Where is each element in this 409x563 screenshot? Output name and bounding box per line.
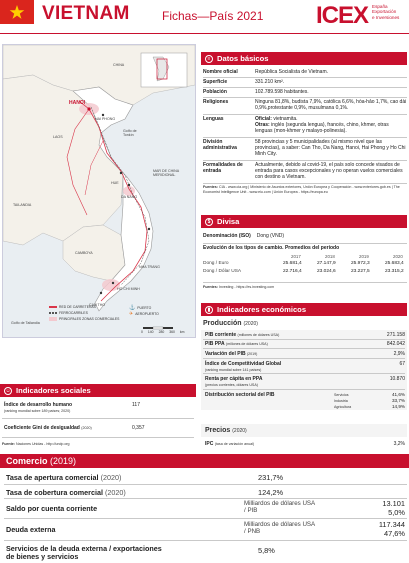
divider: [2, 437, 194, 438]
row-variacion-pib: Variación del PIB (2019) 2,9%: [205, 351, 405, 357]
header-rule: [0, 33, 409, 34]
divider: [203, 339, 405, 340]
row-idh: Índice de desarrollo humano (ranking mundial sobre 189 países; 2020): [4, 402, 73, 413]
sociales-header: ☺ Indicadores sociales: [0, 384, 196, 397]
map-label-ho-chi-minh: HO CHI MINH: [117, 287, 140, 291]
servicios-deuda-value: 5,8%: [258, 546, 275, 555]
divider: [203, 358, 405, 359]
vietnam-flag: [0, 0, 34, 24]
saldo-values: 13.101 5,0%: [382, 499, 405, 517]
chart-icon: ▮: [205, 306, 213, 314]
legend-zones: PRINCIPALES ZONAS COMERCIALES: [49, 317, 119, 321]
deuda-units: Milliardos de dólares USA / PNB: [244, 521, 316, 536]
saldo-units: Milliardos de dólares USA / PIB: [244, 500, 316, 515]
deuda-values: 117.344 47,6%: [378, 520, 405, 538]
divider: [203, 114, 407, 115]
row-gini: Coeficiente Gini de desigualdad (2020): [4, 425, 92, 431]
produccion-label: Producción (2020): [203, 320, 258, 327]
divider: [203, 348, 405, 349]
sector-industria: Industria 33,7%: [334, 398, 405, 404]
rail-swatch-icon: [49, 312, 57, 314]
divider: [203, 183, 407, 184]
denominacion-row: Denominación (ISO) Dong (VND): [203, 233, 285, 239]
icex-logo: ICEX: [316, 2, 369, 29]
row-pib-corriente: PIB corriente (millones de dólares USA) 271.158: [205, 332, 405, 338]
map-label-golfo-tonkin: Golfo de Tonkín: [123, 129, 137, 137]
legend-airport: ✈ AEROPUERTO: [129, 311, 159, 317]
evolucion-title: Evolución de los tipos de cambio. Promedios del período: [203, 245, 340, 251]
row-servicios-deuda: Servicios de la deuda externa / exportaciones de bienes y servicios: [6, 544, 162, 562]
list-icon: ≡: [205, 55, 213, 63]
legend-port: ⚓ PUERTO: [129, 305, 152, 311]
divider: [4, 484, 407, 485]
divider: [203, 282, 407, 283]
map-label-tailandia: TAILANDIA: [13, 203, 32, 207]
vietnam-map: [2, 44, 196, 338]
sociales-sources: Fuente: Naciones Unidas - http://undp.org: [2, 442, 70, 446]
divider: [203, 389, 405, 390]
distribucion-label: Distribución sectorial del PIB: [205, 392, 275, 398]
map-label-mar-china: MAR DE CHINA MERIDIONAL: [153, 169, 179, 177]
map-label-hue: HUE: [111, 181, 119, 185]
exchange-row-usd: Dong / Dólar USA 22.716,4 23.024,6 23.227,5 23.315,2: [203, 269, 404, 274]
row-renta-per-capita: Renta per cápita en PPA (precios corrientes, dólares USA) 10.870: [205, 376, 405, 387]
row-competitividad: Índice de Competitividad Global (ranking mundial sobre 141 países) 67: [205, 361, 405, 372]
map-label-hanoi: HANOI: [69, 100, 86, 106]
map-graphic: [3, 45, 195, 337]
row-tasa-apertura: Tasa de apertura comercial (2020): [6, 473, 122, 482]
row-tasa-cobertura: Tasa de cobertura comercial (2020): [6, 488, 126, 497]
row-saldo-cuenta-corriente: Saldo por cuenta corriente: [6, 504, 98, 513]
datos-basicos-sources: Fuentes: CIA - www.cia.org | Ministerio de Asuntos exteriores, Unión Europea y Cooperación - www.exteriores.gob.es | The Economist Intelligence Unit - www.eiu.com | Unión Europea - https://europa.eu: [203, 185, 400, 194]
road-swatch-icon: [49, 306, 57, 308]
people-icon: ☺: [5, 387, 11, 394]
divisa-sources: Fuentes: Investing - https://es.investing.com: [203, 285, 275, 289]
map-label-can-tho: CAN THO: [89, 303, 106, 307]
divider: [203, 77, 407, 78]
divider: [4, 540, 407, 541]
map-label-da-nang: DA NANG: [121, 195, 138, 199]
map-label-camboya: CAMBOYA: [75, 251, 93, 255]
divider: [203, 137, 407, 138]
divisa-header: $ Divisa: [201, 215, 407, 228]
datos-basicos-header: ≡ Datos básicos: [201, 52, 407, 65]
exchange-row-euro: Dong / Euro 25.681,4 27.147,9 25.972,3 25.683,4: [203, 261, 404, 266]
map-label-hai-phong: HAI PHONG: [95, 117, 116, 121]
divider: [4, 498, 407, 499]
document-subtitle: Fichas—País 2021: [162, 9, 264, 23]
row-pib-ppa: PIB PPA (millones de dólares USA) 842.042: [205, 341, 405, 347]
sector-agricultura: Agricultura 14,9%: [334, 404, 405, 410]
legend-roads: RED DE CARRETERAS: [49, 305, 96, 309]
divider: [203, 373, 405, 374]
divider: [4, 518, 407, 519]
divider: [203, 87, 407, 88]
precios-label: Precios (2020): [205, 427, 247, 434]
divider: [203, 97, 407, 98]
port-icon: ⚓: [129, 305, 136, 311]
flag-star-icon: [9, 4, 25, 20]
country-title: VIETNAM: [42, 3, 130, 24]
economicos-header: ▮ Indicadores económicos: [201, 303, 407, 316]
tasa-apertura-value: 231,7%: [258, 473, 284, 482]
airport-icon: ✈: [129, 311, 134, 317]
tasa-cobertura-value: 124,2%: [258, 488, 284, 497]
row-ipc: IPC (tasa de variación anual) 3,2%: [205, 441, 405, 447]
gini-value: 0,357: [132, 425, 145, 431]
divider: [203, 243, 407, 244]
map-scale: 0 140 280 360 km: [141, 330, 185, 334]
legend-railways: FERROCARRILES: [49, 311, 88, 315]
comercio-header: Comercio (2019): [0, 454, 409, 468]
map-label-nha-trang: NHA TRANG: [139, 265, 160, 269]
icex-tagline: España Exportación e Inversiones: [372, 4, 400, 20]
map-label-laos: LAOS: [53, 135, 63, 139]
map-label-golfo-tailandia: Golfo de Tailandia: [11, 321, 40, 325]
row-deuda-externa: Deuda externa: [6, 525, 56, 534]
zone-swatch-icon: [49, 317, 57, 321]
idh-value: 117: [132, 402, 140, 408]
divider: [203, 160, 407, 161]
currency-icon: $: [205, 218, 213, 226]
map-label-china: CHINA: [113, 63, 125, 67]
sectores-list: [334, 392, 405, 411]
divider: [2, 418, 194, 419]
sector-servicios: Servicios 41,6%: [334, 392, 405, 397]
